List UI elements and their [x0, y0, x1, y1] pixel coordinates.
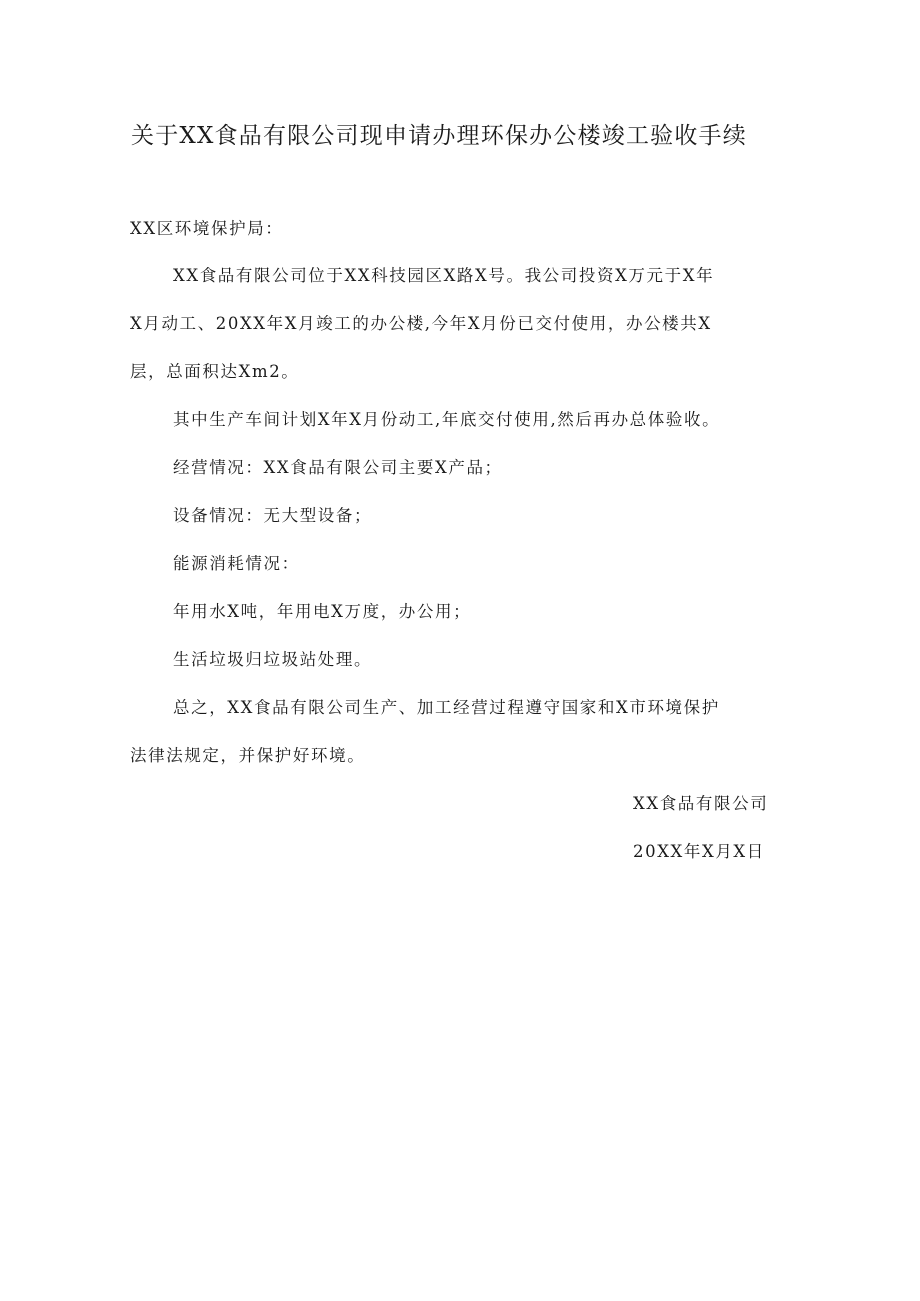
document-title: 关于XX食品有限公司现申请办理环保办公楼竣工验收手续 [131, 123, 747, 149]
paragraph-1-line-2: X月动工、20XX年X月竣工的办公楼,今年X月份已交付使用，办公楼共X [130, 314, 712, 333]
business-status: 经营情况：XX食品有限公司主要X产品； [173, 458, 503, 477]
energy-detail: 年用水X吨，年用电X万度，办公用； [173, 602, 472, 621]
paragraph-1-line-1: XX食品有限公司位于XX科技园区X路X号。我公司投资X万元于X年 [173, 266, 715, 285]
paragraph-1-line-3: 层，总面积达Xm2。 [130, 362, 300, 381]
paragraph-2: 其中生产车间计划X年X月份动工,年底交付使用,然后再办总体验收。 [173, 410, 721, 429]
conclusion-line-1: 总之，XX食品有限公司生产、加工经营过程遵守国家和X市环境保护 [173, 698, 720, 717]
signature-date: 20XX年X月X日 [633, 842, 765, 861]
energy-heading: 能源消耗情况： [173, 554, 300, 573]
equipment-status: 设备情况：无大型设备； [173, 506, 373, 525]
signature-company: XX食品有限公司 [633, 794, 769, 813]
waste-handling: 生活垃圾归垃圾站处理。 [173, 650, 373, 669]
conclusion-line-2: 法律法规定，并保护好环境。 [130, 746, 366, 765]
salutation: XX区环境保护局： [130, 219, 284, 238]
